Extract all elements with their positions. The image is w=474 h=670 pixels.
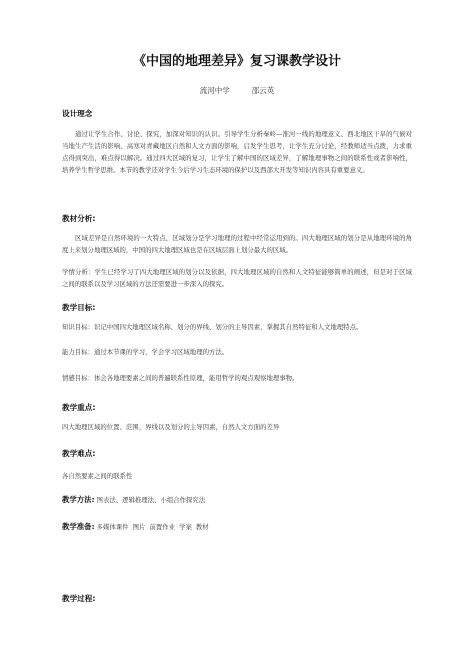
goals-heading: 教学目标: [62,303,96,312]
methods-line [62,494,205,506]
difficulties-heading: 教学难点: [62,449,96,458]
design-concept-text: 通过让学生合作、讨论、探究，加深对知识的认识。引导学生分析秦岭—淮河一线的地理意义、西北地区干旱的气候对当地生产生活的影响、高寒对青藏地区自然和人文方面的影响，启发学生思考，让学生充分讨论，经教师适当点拨，力求重点得到突出，难点得以解决。通过四大区域的复习，让学生了解中国的区域差异，了解地理事物之间的联系性或者影响性，培养学生哲学思维。本节的教学还对学生今后学习生态环境的保护以及西部大开发等知识内容具有重要意义。 [62,130,412,174]
difficulties-text: 各自然要素之间的联系性 [62,472,133,480]
preparation-text: 多媒体课件 图片 前置作业 学案 教材 [96,523,209,531]
methods-text: 图表法、逻辑推理法、小组合作探究法 [96,496,206,504]
key-points-heading: 教学重点: [62,403,96,412]
preparation-label: 教学准备: [62,522,95,531]
key-points-text: 四大地理区域的位置、范围、界线以及划分的主导因素，自然人文方面的差异 [62,423,280,431]
knowledge-goal: 知识目标：识记中国四大地理区域名称、划分的界线、划分的主导因素，掌握其自然特征和人文地理特点。 [62,323,363,331]
school-name: 流河中学 [199,86,230,95]
document-title: 《中国的地理差异》复习课教学设计 [132,54,341,69]
design-concept-heading: 设计理念 [62,109,93,118]
author-line [0,85,474,96]
material-analysis-text: 区域差异是自然环境的一大特点，区域划分是学习地理的过程中经常运用到的。四大地理区域的划分是从地理环境的角度上来划分地理区域的，中国的四大地理区域也是在区域层面上划分最大的区域。 [62,234,412,254]
teacher-name: 邵云英 [251,86,275,95]
preparation-line [62,521,209,533]
emotion-goal: 情感目标：体会各地理要素之间的普遍联系性原理，能用哲学的观点观察地理事物。 [62,374,299,382]
material-analysis-heading: 教材分析: [62,214,96,223]
ability-goal: 能力目标：通过本节课的学习，学会学习区域地理的方法。 [62,348,229,356]
methods-label: 教学方法: [62,495,95,504]
process-heading: 教学过程: [62,594,96,603]
student-analysis-text: 学情分析：学生已经学习了四大地理区域的划分以及依据，四大地理区域的自然和人文特征能够简单的阐述，但是对于区域之间的联系以及学习区域的方法还需要进一步深入的探究。 [62,268,412,288]
